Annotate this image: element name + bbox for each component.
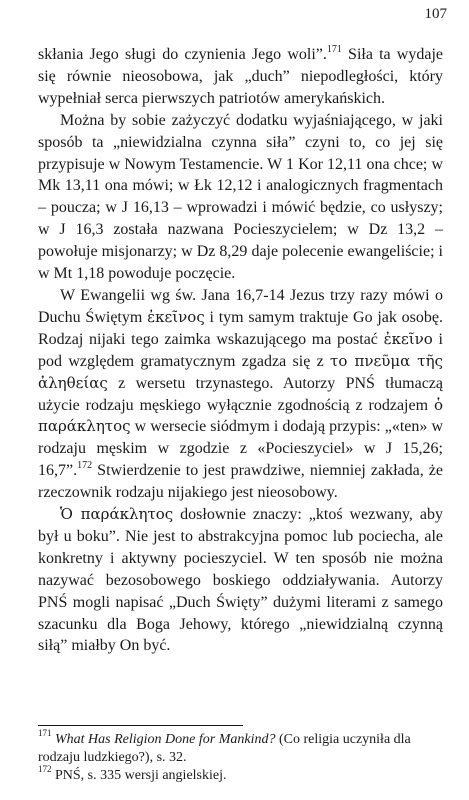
text-run: W Ewangelii wg św. Jana 16,7-14 Jezus trzy razy mówi o Duchu Świętym (38, 286, 443, 326)
footnote-number: 172 (38, 764, 52, 775)
main-text (38, 44, 443, 657)
text-run: w wersecie siódmym i dodają przypis: „«ten» w rodzaju męskim w zgodzie z «Pocieszyciel» w J 15,26; 16,7”. (38, 418, 443, 480)
greek-term: το πνεῦμα τῆς ἀληθείας (38, 351, 443, 392)
paragraph (38, 504, 443, 657)
paragraph (38, 44, 443, 110)
paragraph (38, 110, 443, 285)
text-run: skłania Jego sługi do czynienia Jego woli”. (38, 46, 327, 63)
footnotes (38, 728, 443, 785)
greek-term: ἐκεῖνο (383, 329, 433, 348)
text-run: Siła ta wydaje się równie nieosobowa, jak „duch” niepodległości, który wypełniał serca pierwszych patriotów amerykańskich. (38, 46, 444, 107)
text-run: dosłownie znaczy: „ktoś wezwany, aby był u boku”. Nie jest to abstrakcyjna pomoc lub pociecha, ale konkretny i aktywny pocieszyciel. W ten sposób nie można nazywać bezosobowego boskiego oddziaływania. Autorzy PNŚ mogli napisać „Duch Święty” dużymi literami z samego szacunku dla Boga Jehowy, którego „niewidzialną czynną siłą” miałby On być. (38, 506, 443, 655)
greek-term: ἐκεῖνος (147, 307, 205, 326)
paragraph (38, 285, 443, 504)
text-run: PNŚ, s. 335 wersji angielskiej. (51, 768, 227, 783)
book-title: What Has Religion Done for Mankind? (55, 732, 276, 747)
page-number: 107 (424, 6, 447, 22)
footnote (38, 728, 443, 767)
text-run: i pod względem gramatycznym zgadza się z (38, 330, 443, 370)
text-run: i tym samym traktuje Go jak osobę. Rodzaj nijaki tego zaimka wskazującego ma postać (38, 308, 443, 348)
footnote-reference: 172 (77, 459, 93, 471)
text-run: Można by sobie zażyczyć dodatku wyjaśniającego, w jaki sposób ta „niewidzialna czynna siła” czyni to, co jej się przypisuje w Nowym Testamencie. W 1 Kor 12,11 ona chce; w Mk 13,11 ona mówi; w Łk 12,12 i analogicznych fragmentach – poucza; w J 16,13 – wprowadzi i mówić będzie, co usłyszy; w J 16,3 została nazwana Pocieszycielem; w Dz 13,2 – powołuje misjonarzy; w Dz 8,29 daje polecenie ewangeliście; i w Mt 1,18 powoduje poczęcie. (38, 111, 443, 283)
footnote-divider (38, 725, 243, 726)
text-run: Stwierdzenie to jest prawdziwe, niemniej zakłada, że rzeczownik rodzaju nijakiego jest nieosobowy. (38, 462, 443, 502)
greek-term: Ὁ παράκλητος (60, 505, 174, 524)
greek-term: ὁ παράκλητος (38, 395, 443, 436)
footnote-number: 171 (38, 728, 52, 739)
text-run: (Co religia uczyniła dla rodzaju ludzkiego?), s. 32. (38, 732, 411, 765)
text-run: z wersetu trzynastego. Autorzy PNŚ tłumaczą użycie rodzaju męskiego wyłącznie zgodnością z rodzajem (38, 374, 443, 414)
footnote (38, 764, 443, 785)
footnote-reference: 171 (326, 43, 342, 55)
